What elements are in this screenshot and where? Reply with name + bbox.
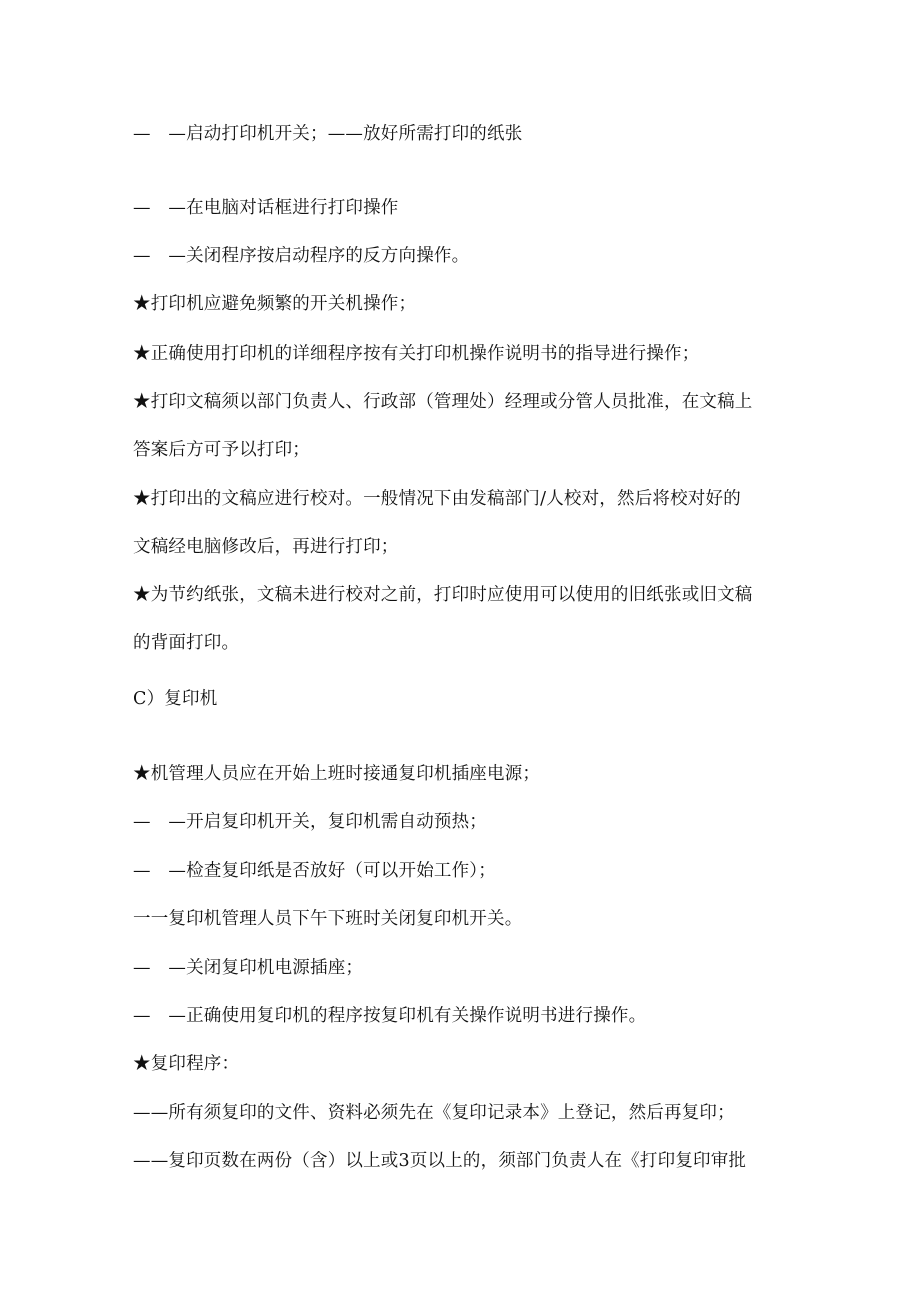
bullet-line: ★正确使用打印机的详细程序按有关打印机操作说明书的指导进行操作； <box>133 344 700 364</box>
text-line: — —启动打印机开关；——放好所需打印的纸张 <box>133 124 523 144</box>
bullet-line: ★打印出的文稿应进行校对。一般情况下由发稿部门/人校对，然后将校对好的 <box>133 489 741 509</box>
text-line: 答案后方可予以打印； <box>133 440 310 460</box>
text-line: 一一复印机管理人员下午下班时关闭复印机开关。 <box>133 909 523 929</box>
text-line: — —检查复印纸是否放好（可以开始工作）； <box>133 861 496 881</box>
text-line: — —在电脑对话框进行打印操作 <box>133 198 399 218</box>
bullet-line: ★打印文稿须以部门负责人、行政部（管理处）经理或分管人员批准，在文稿上 <box>133 392 753 412</box>
text-line: — —正确使用复印机的程序按复印机有关操作说明书进行操作。 <box>133 1006 647 1026</box>
text-line: ——所有须复印的文件、资料必须先在《复印记录本》上登记，然后再复印； <box>133 1103 735 1123</box>
text-line: — —关闭程序按启动程序的反方向操作。 <box>133 246 470 266</box>
text-line: ——复印页数在两份（含）以上或3页以上的，须部门负责人在《打印复印审批 <box>133 1151 747 1171</box>
text-line: — —开启复印机开关，复印机需自动预热； <box>133 812 487 832</box>
text-line: 文稿经电脑修改后，再进行打印； <box>133 537 399 557</box>
bullet-line: ★机管理人员应在开始上班时接通复印机插座电源； <box>133 764 541 784</box>
text-line: — —关闭复印机电源插座； <box>133 958 364 978</box>
bullet-line: ★打印机应避免频繁的开关机操作； <box>133 294 417 314</box>
bullet-line: ★为节约纸张，文稿未进行校对之前，打印时应使用可以使用的旧纸张或旧文稿 <box>133 585 753 605</box>
bullet-line: ★复印程序： <box>133 1054 240 1074</box>
section-heading: C）复印机 <box>133 689 218 709</box>
text-line: 的背面打印。 <box>133 633 240 653</box>
